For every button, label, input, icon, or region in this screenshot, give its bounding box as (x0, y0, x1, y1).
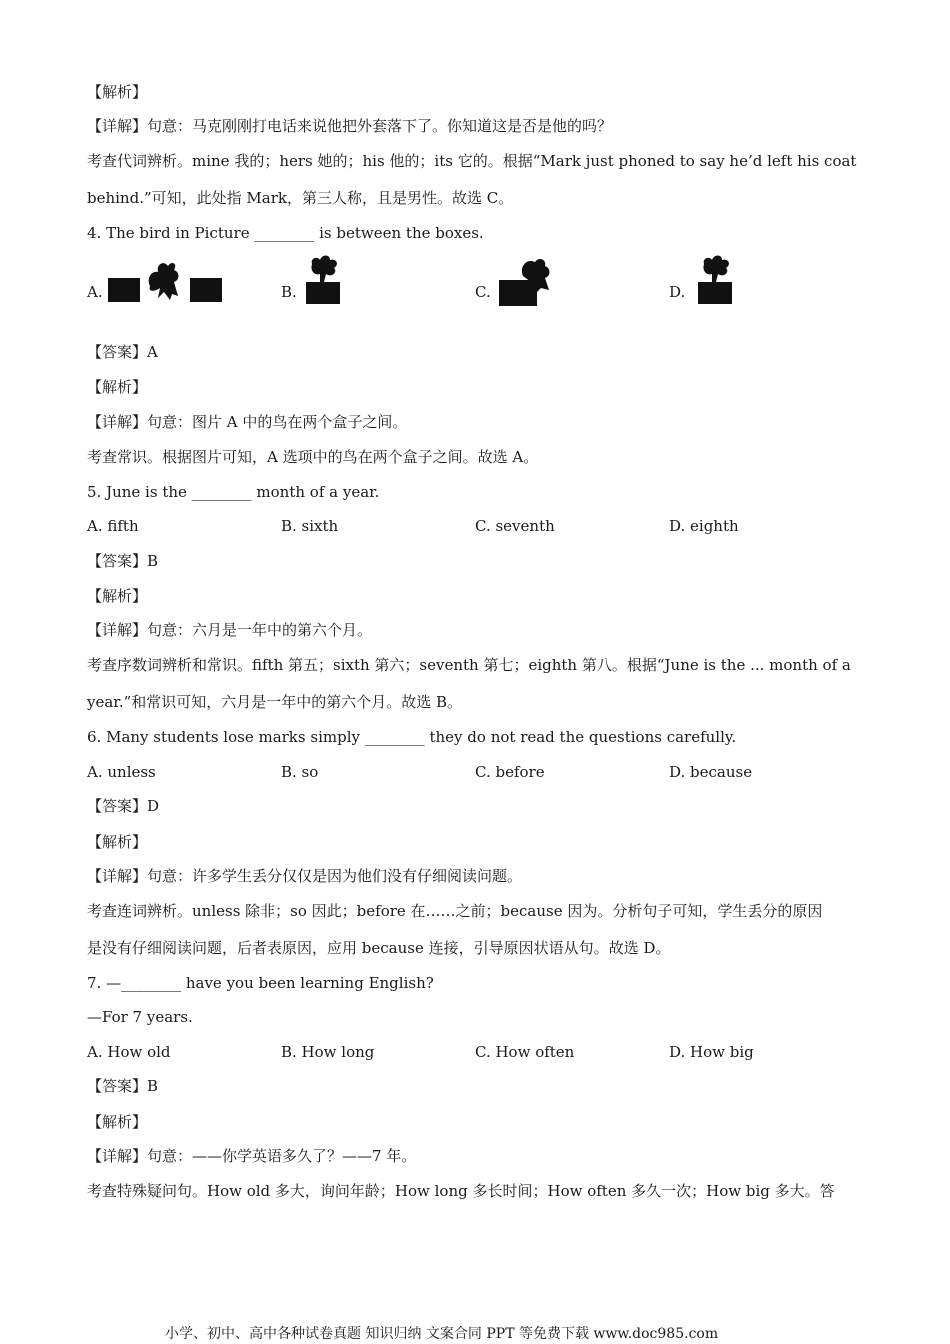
q7-option-c: C. How often (475, 1043, 575, 1061)
bird-on-box-picture (300, 252, 348, 306)
q4-jiexi-label: 【解析】 (87, 378, 148, 396)
q4-detail: 【详解】句意：图片 A 中的鸟在两个盒子之间。 (87, 413, 408, 431)
bird-on-box-picture-d (692, 252, 740, 306)
page-footer: 小学、初中、高中各种试卷真题 知识归纳 文案合同 PPT 等免费下载 www.doc985.com (165, 1326, 719, 1342)
q5-analysis-2: year.”和常识可知，六月是一年中的第六个月。故选 B。 (87, 693, 463, 711)
q5-option-a: A. fifth (87, 517, 139, 535)
q3-detail: 【详解】句意：马克刚刚打电话来说他把外套落下了。你知道这是否是他的吗？ (87, 117, 613, 135)
q7-answer: 【答案】B (87, 1077, 159, 1095)
q7-option-d: D. How big (669, 1043, 754, 1061)
q7-stem: 7. —________ have you been learning English? (87, 974, 434, 992)
q3-analysis-1: 考查代词辨析。mine 我的；hers 她的；his 他的；its 它的。根据“Mark just phoned to say he’d left his coat (87, 152, 857, 170)
q5-stem: 5. June is the ________ month of a year. (87, 483, 380, 501)
q5-jiexi-label: 【解析】 (87, 587, 148, 605)
q7-jiexi-label: 【解析】 (87, 1113, 148, 1131)
q4-option-a (87, 282, 103, 302)
q7-option-b: B. How long (281, 1043, 375, 1061)
q4-option-b-letter: B. (281, 283, 297, 301)
q6-analysis-2: 是没有仔细阅读问题，后者表原因，应用 because 连接，引导原因状语从句。故选 D。 (87, 939, 671, 957)
q7-option-a: A. How old (87, 1043, 171, 1061)
bird-between-boxes-picture (106, 256, 224, 306)
q4-option-d (669, 282, 685, 302)
q6-option-a: A. unless (87, 763, 156, 781)
q4-option-c-letter: C. (475, 283, 491, 301)
q5-option-c: C. seventh (475, 517, 555, 535)
q6-option-c: C. before (475, 763, 545, 781)
q3-analysis-2: behind.”可知，此处指 Mark，第三人称，且是男性。故选 C。 (87, 189, 514, 207)
q4-analysis-1: 考查常识。根据图片可知，A 选项中的鸟在两个盒子之间。故选 A。 (87, 448, 539, 466)
q4-option-b (281, 282, 297, 302)
q4-option-a-letter: A. (87, 283, 103, 301)
q4-option-d-letter: D. (669, 283, 686, 301)
q5-option-d: D. eighth (669, 517, 739, 535)
q7-analysis-1: 考查特殊疑问句。How old 多大，询问年龄；How long 多长时间；How often 多久一次；How big 多大。答 (87, 1182, 835, 1200)
q6-answer: 【答案】D (87, 797, 160, 815)
q4-option-c (475, 282, 491, 302)
q7-detail: 【详解】句意：——你学英语多久了？——7 年。 (87, 1147, 417, 1165)
q5-analysis-1: 考查序数词辨析和常识。fifth 第五；sixth 第六；seventh 第七；eighth 第八。根据“June is the ... month of a (87, 656, 851, 674)
q6-option-d: D. because (669, 763, 753, 781)
q7-reply: —For 7 years. (87, 1008, 193, 1026)
q5-option-b: B. sixth (281, 517, 339, 535)
q5-detail: 【详解】句意：六月是一年中的第六个月。 (87, 621, 373, 639)
q4-answer: 【答案】A (87, 343, 158, 361)
q4-stem: 4. The bird in Picture ________ is between the boxes. (87, 224, 484, 242)
q6-jiexi-label: 【解析】 (87, 833, 148, 851)
q6-analysis-1: 考查连词辨析。unless 除非；so 因此；before 在……之前；because 因为。分析句子可知，学生丢分的原因 (87, 902, 823, 920)
q6-stem: 6. Many students lose marks simply ________ they do not read the questions carefully. (87, 728, 737, 746)
q6-option-b: B. so (281, 763, 319, 781)
q6-detail: 【详解】句意：许多学生丢分仅仅是因为他们没有仔细阅读问题。 (87, 867, 523, 885)
bird-behind-box-picture (495, 254, 557, 308)
q3-jiexi-label: 【解析】 (87, 83, 148, 101)
q5-answer: 【答案】B (87, 552, 159, 570)
